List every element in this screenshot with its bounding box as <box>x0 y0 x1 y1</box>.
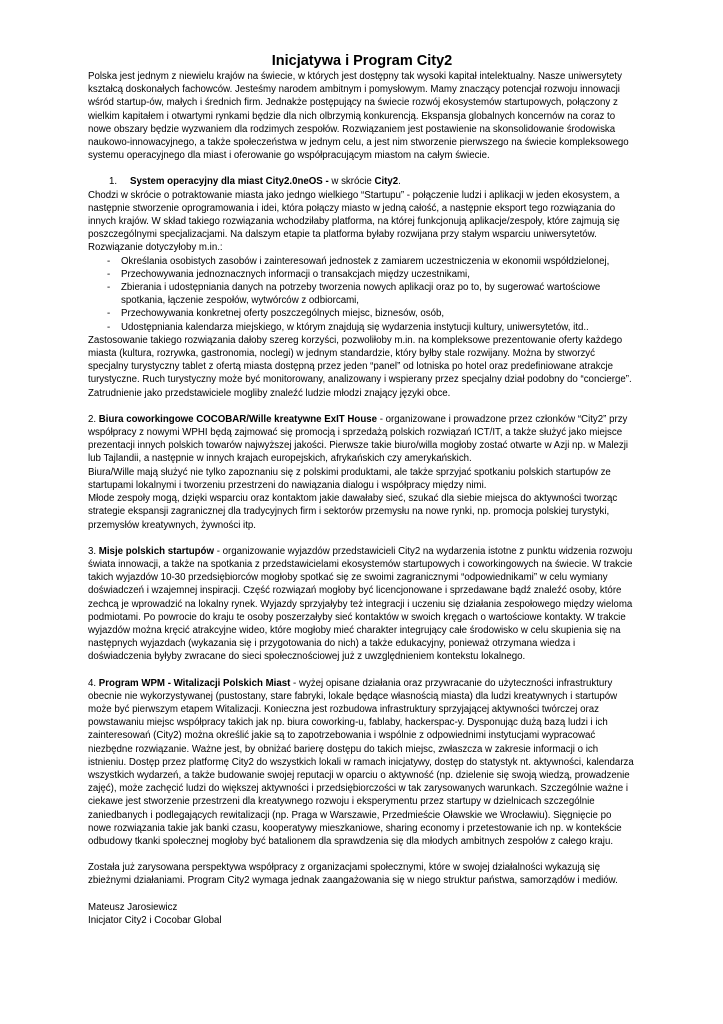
list-item: - Przechowywania jednoznacznych informacji o transakcjach między uczestnikami, <box>88 268 636 281</box>
section-1-title: System operacyjny dla miast City2.0neOS - <box>130 176 332 188</box>
section-4-body: - wyżej opisane działania oraz przywracanie do użyteczności infrastruktury obecnie nie wykorzystywanej (pustostany, stare fabryki, lokale będące własnością miasta) dla ludzi kreatywnych i startupów może być pierwszym etapem Witalizacji. Konieczna jest rozbudowa infrastruktury sprzyjającej aktywności twórczej oraz powstawaniu miejsc współpracy takich jak np. biura coworking-u, fablaby, hackerspac-y. Dysponując dużą bazą ludzi i ich zainteresowań (City2) można określić jakie są to zapotrzebowania i wspólnie z odpowiednimi instytucjami wypracować niezbędne rozwiązanie. Ważne jest, by obniżać barierę dostępu do takich miejsc, zwłaszcza w zakresie informacji o ich istnieniu. Dostęp przez platformę City2 do wszystkich lokali w ramach inicjatywy, dostęp do statystyk nt. aktywności, kalendarza wszystkich wydarzeń, a także budowanie swojej reputacji w oparciu o aktywność (np. dzielenie się swoją wiedzą, prowadzenie zajęć), może zachęcić ludzi do większej aktywności i przedsiębiorczości w tak zarysowanych warunkach. Szczególnie ważne i ciekawe jest stworzenie przestrzeni dla kreatywnego rozwoju i eksperymentu przez startupy w dzielnicach szczególnie zaniedbanych i podlegających rewitalizacji (np. Praga w Warszawie, Przedmieście Oławskie we Wrocławiu). Sięgnięcie po nowe rozwiązania takie jak banki czasu, kooperatywy mieszkaniowe, sharing economy i przetestowanie ich np. w kontekście odbudowy tkanki społecznej mogłoby być batalionem dla sprawdzenia się dla młodych ambitnych zespołów z całego kraju. <box>88 677 634 847</box>
section-3-paragraph <box>88 545 636 664</box>
section-4-title: Program WPM - Witalizacji Polskich Miast <box>98 677 291 689</box>
list-item: - Udostępniania kalendarza miejskiego, w którym znajdują się wydarzenia instytucji kultury, uniwersytetów, itd.. <box>88 321 636 334</box>
section-3-body: - organizowanie wyjazdów przedstawicieli City2 na wydarzenia istotne z punktu widzenia rozwoju świata innowacji, a także na spotkania z przedstawicielami ekosystemów startupowych i coworkingowych na świecie. W trakcie takich wyjazdów 10-30 przedsiębiorców mogłoby spotkać się ze swoimi zagranicznymi “odpowiednikami” w celu wymiany doświadczeń i wzajemnej inspiracji. Część rozwiązań mogłoby być licencjonowane i sprzedawane bądź znaleźć osoby, które zechcą je wprowadzić na lokalny rynek. Wyjazdy sprzyjałyby też integracji i uczeniu się działania zespołowego między wieloma podmiotami. Po powrocie do kraju te osoby poszerzałyby sieć kontaktów w swoich kręgach o wartościowe kontakty. W trakcie wyjazdów można kręcić atrakcyjne wideo, które mogłoby mieć charakter integrujący całe środowisko w celu skupienia się na następnych wyjazdach (wykazania się i przygotowania do nich) a także edukacyjny, ponieważ otrzymana wiedza i doświadczenia byłyby zwracane do sieci społecznościowej już z uwzględnieniem kontekstu lokalnego. <box>88 545 633 663</box>
signature-role: Inicjator City2 i Cocobar Global <box>88 914 222 926</box>
section-1-body: Chodzi w skrócie o potraktowanie miasta jako jedngo wielkiego “Startupu” - połączenie ludzi i aplikacji w jeden ekosystem, a następnie stworzenie oprogramowania i idei, która połączy miasto w jedną całość, a następnie eksport tego rozwiązania do innych krajów. W skład takiego rozwiązania wchodziłaby platforma, na której funkcjonują aplikacje/zespoły, które zajmują się poszczególnymi specjalizacjami. Na dalszym etapie ta platforma byłaby rozwijana przy stałym wsparciu uniwersytetów. <box>88 189 620 241</box>
section-1-title-rest: w skrócie <box>331 176 375 188</box>
section-4-paragraph <box>88 677 636 849</box>
list-item: - Określania osobistych zasobów i zainteresowań jednostek z zamiarem uczestniczenia w ekonomii współdzielonej, <box>88 255 636 268</box>
section-2-number: 2. <box>88 413 97 425</box>
section-1-title-short: City2 <box>374 176 399 188</box>
conclusion-paragraph: Została już zarysowana perspektywa współpracy z organizacjami społecznymi, które w swojej działalności wykazują się zbieżnymi działaniami. Program City2 wymaga jednak zaangażowania się w niego struktur państwa, samorządów i mediów. <box>88 862 618 887</box>
intro-paragraph: Polska jest jednym z niewielu krajów na świecie, w których jest dostępny tak wysoki kapitał intelektualny. Nasze uniwersytety kształcą doskonałych fachowców. Jesteśmy narodem ambitnym i pomysłowym. Mamy znaczący potencjał rozwoju innowacji wśród startup-ów, małych i średnich firm. Jednakże postępujący na świecie rozwój ekosystemów startupowych, połączony z wielkim kapitałem i otwartymi rynkami będzie dla nich olbrzymią konkurencją. Ekspansja globalnych koncernów na coraz to nowe obszary będzie wyzwaniem dla rodzimych zespołów. Rozwiązaniem jest postawienie na skonsolidowanie środowiska naukowo-innowacyjnego, a także społeczeństwa w jednym celu, a jest nim stworzenie pierwszego na świecie kompleksowego systemu operacyjnego dla miast i oferowanie go współpracującym miastom na całym świecie. <box>88 71 629 162</box>
section-1-number: 1. <box>109 176 118 188</box>
list-item: - Zbierania i udostępniania danych na potrzeby tworzenia nowych aplikacji oraz po to, by sugerować wartościowe spotkania, łączenie zespołów, wytwórców z odbiorcami, <box>88 281 636 307</box>
section-4-number: 4. <box>88 677 97 689</box>
section-2-body: - organizowane i prowadzone przez członków “City2” przy współpracy z nowymi WPHI będą zajmować się promocją i sprzedażą polskich rozwiązań ICT/IT, a także służyć jako miejsce prezentacji innych polskich towarów najwyższej jakości. Pierwsze takie biuro/willa mogłoby zostać otwarte w Azji np. w Malezji lub Tajlandii, a następnie w innych krajach europejskich, afrykańskich czy amerykańskich. <box>88 413 629 465</box>
section-3-title: Misje polskich startupów <box>98 545 214 557</box>
section-1-title-end: . <box>398 176 401 188</box>
document-page <box>88 52 636 927</box>
document-title: Inicjatywa i Program City2 <box>271 53 453 69</box>
section-2-p3: Młode zespoły mogą, dzięki wsparciu oraz kontaktom jakie dawałaby sieć, szukać dla siebie miejsca do aktywności tworząc strategie ekspansji zagranicznej dla tradycyjnych firm i sektorów przemysłu na nowe rynki, np. promocja polskiej turystyki, przemysłów kreatywnych, żywności itp. <box>88 493 618 531</box>
section-1-list-intro: Rozwiązanie dotyczyłoby m.in.: <box>88 242 223 254</box>
section-1-list <box>88 255 636 334</box>
section-2-p2: Biura/Wille mają służyć nie tylko zapoznaniu się z polskimi produktami, ale także sprzyjać spotkaniu polskich startupów ze startupami lokalnymi i tworzeniu przestrzeni do nawiązania dialogu i współpracy między nimi. <box>88 466 611 491</box>
signature-name: Mateusz Jarosiewicz <box>88 901 178 913</box>
section-1-after: Zastosowanie takiego rozwiązania dałoby szereg korzyści, pozwoliłoby m.in. na kompleksowe prezentowanie oferty każdego miasta (kultura, rozrywka, gastronomia, noclegi) w jednym standardzie, który byłby stale rozwijany. Można by stworzyć specjalny turystyczny tablet z ofertą miasta dostępną przez jeden “panel” od lotniska po hotel oraz predefiniowane atrakcje turystyczne. Ruch turystyczny może być monitorowany, analizowany i wspierany przez specjalny dział podobny do “concierge”. Zatrudnienie jako przedstawiciele mogliby znaleźć ludzie młodzi znający języki obce. <box>88 334 632 399</box>
section-1-heading <box>88 175 636 188</box>
section-2-paragraph <box>88 413 636 466</box>
section-3-number: 3. <box>88 545 97 557</box>
list-item: - Przechowywania konkretnej oferty poszczególnych miejsc, biznesów, osób, <box>88 307 636 320</box>
section-2-title: Biura coworkingowe COCOBAR/Wille kreatywne ExIT House <box>98 413 378 425</box>
